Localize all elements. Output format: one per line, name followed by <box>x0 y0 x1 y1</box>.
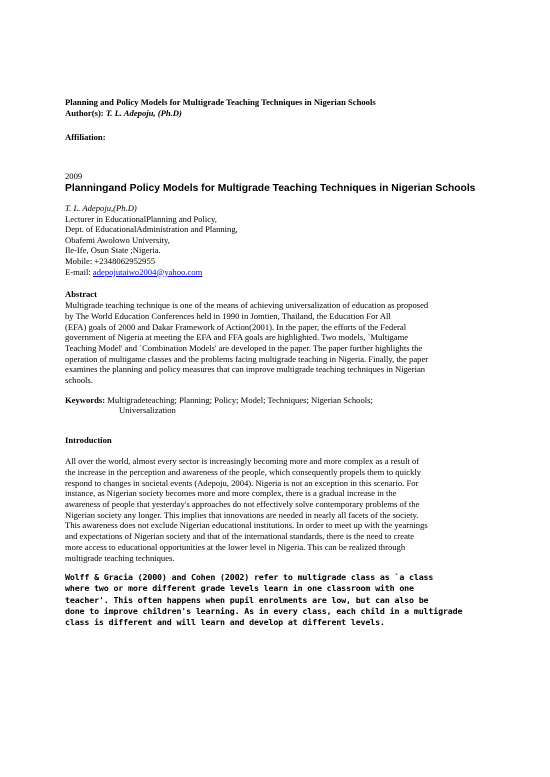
affiliation-line: Dept. of EducationalAdministration and Planning, <box>65 224 238 235</box>
header-author-label: Author(s): <box>65 108 106 118</box>
introduction-line: instance, as Nigerian society becomes more and more complex, there is a gradual increase in the <box>65 488 397 499</box>
affiliation-line: Ile-Ife, Osun State ;Nigeria. <box>65 245 161 256</box>
keywords-line-2: Universalization <box>119 405 176 416</box>
email-line <box>65 267 490 278</box>
affiliation-line: Mobile: +2348062952955 <box>65 255 156 266</box>
introduction-line: awareness of people that yesterday's approaches do not effectively solve contemporary problems of the <box>65 499 420 509</box>
abstract-line: operation of multigame classes and the problems facing multigrade teaching in Nigeria. Finally, the paper <box>65 353 429 364</box>
email-label: E-mail: <box>65 266 93 277</box>
affiliation-line: Obafemi Awolowo University, <box>65 234 170 245</box>
abstract-line: examines the planning and policy measures that can improve multigrade teaching techniques in Nigerian <box>65 364 426 375</box>
article-author: T. L. Adepoju,(Ph.D) <box>65 203 137 213</box>
author-block <box>65 203 490 277</box>
definition-line: class is different and will learn and develop at different levels. <box>65 617 385 628</box>
introduction-line: multigrade teaching techniques. <box>65 552 175 563</box>
header-author-line <box>65 108 490 119</box>
abstract-line: (EFA) goals of 2000 and Dakar Framework of Action(2001). In the paper, the efforts of the Federal <box>65 321 407 332</box>
definition-line: where two or more different grade levels learn in one classroom with one <box>65 583 414 594</box>
keywords-label: Keywords: <box>65 394 106 405</box>
abstract-line: government of Nigeria at meeting the EFA and FFA goals are highlighted. Two models, `Multigame <box>65 332 409 343</box>
affiliation-line: Lecturer in EducationalPlanning and Policy, <box>65 213 217 224</box>
article-title: Planningand Policy Models for Multigrade Teaching Techniques in Nigerian Schools <box>65 183 476 194</box>
header-author-name: T. L. Adepoju, (Ph.D) <box>105 108 182 118</box>
keywords <box>65 395 490 416</box>
abstract-line: schools. <box>65 375 93 386</box>
abstract-heading: Abstract <box>65 289 97 300</box>
definition-line: Wolff & Gracia (2000) and Cohen (2002) refer to multigrade class as `a class <box>65 572 434 583</box>
abstract-line: Teaching Model' and `Combination Models' are developed in the paper. The paper further highlights the <box>65 342 423 353</box>
definition-line: teacher'. This often happens when pupil enrolments are low, but can also be <box>65 594 429 605</box>
introduction-line: respond to changes in societal events (Adepoju, 2004). Nigeria is not an exception in this scenario. For <box>65 477 419 488</box>
multigrade-definition-paragraph <box>65 572 490 628</box>
definition-line: done to improve children's learning. As in every class, each child in a multigrade <box>65 605 463 616</box>
email-link[interactable]: adepojutaiwo2004@yahoo.com <box>92 266 203 277</box>
introduction-heading: Introduction <box>65 435 112 446</box>
abstract-body <box>65 300 490 386</box>
abstract-line: by The World Education Conferences held in 1990 in Jomtien, Thailand, the Education For All <box>65 310 391 321</box>
abstract-line: Multigrade teaching technique is one of the means of achieving universalization of education as proposed <box>65 300 429 311</box>
article-year: 2009 <box>65 171 83 181</box>
keywords-text: Multigradeteaching; Planning; Policy; Model; Techniques; Nigerian Schools; <box>105 394 373 405</box>
header-title: Planning and Policy Models for Multigrade Teaching Techniques in Nigerian Schools <box>65 97 376 107</box>
header-affiliation-label: Affiliation: <box>65 132 106 142</box>
introduction-line: more access to educational opportunities at the lower level in Nigeria. This can be realized through <box>65 541 406 552</box>
introduction-line: Nigerian society any longer. This implies that innovations are needed in nearly all facets of the society. <box>65 509 419 520</box>
introduction-body <box>65 456 490 563</box>
keywords-line-1 <box>65 395 490 406</box>
introduction-line: and expectations of Nigerian society and that of the international standards, there is the need to create <box>65 531 415 542</box>
introduction-line: This awareness does not exclude Nigerian educational institutions. In order to meet up with the yearnings <box>65 520 428 531</box>
introduction-line: All over the world, almost every sector is increasingly becoming more and more complex as a result of <box>65 456 420 467</box>
introduction-line: the increase in the perception and awareness of the people, which consequently propels them to quickly <box>65 466 422 477</box>
